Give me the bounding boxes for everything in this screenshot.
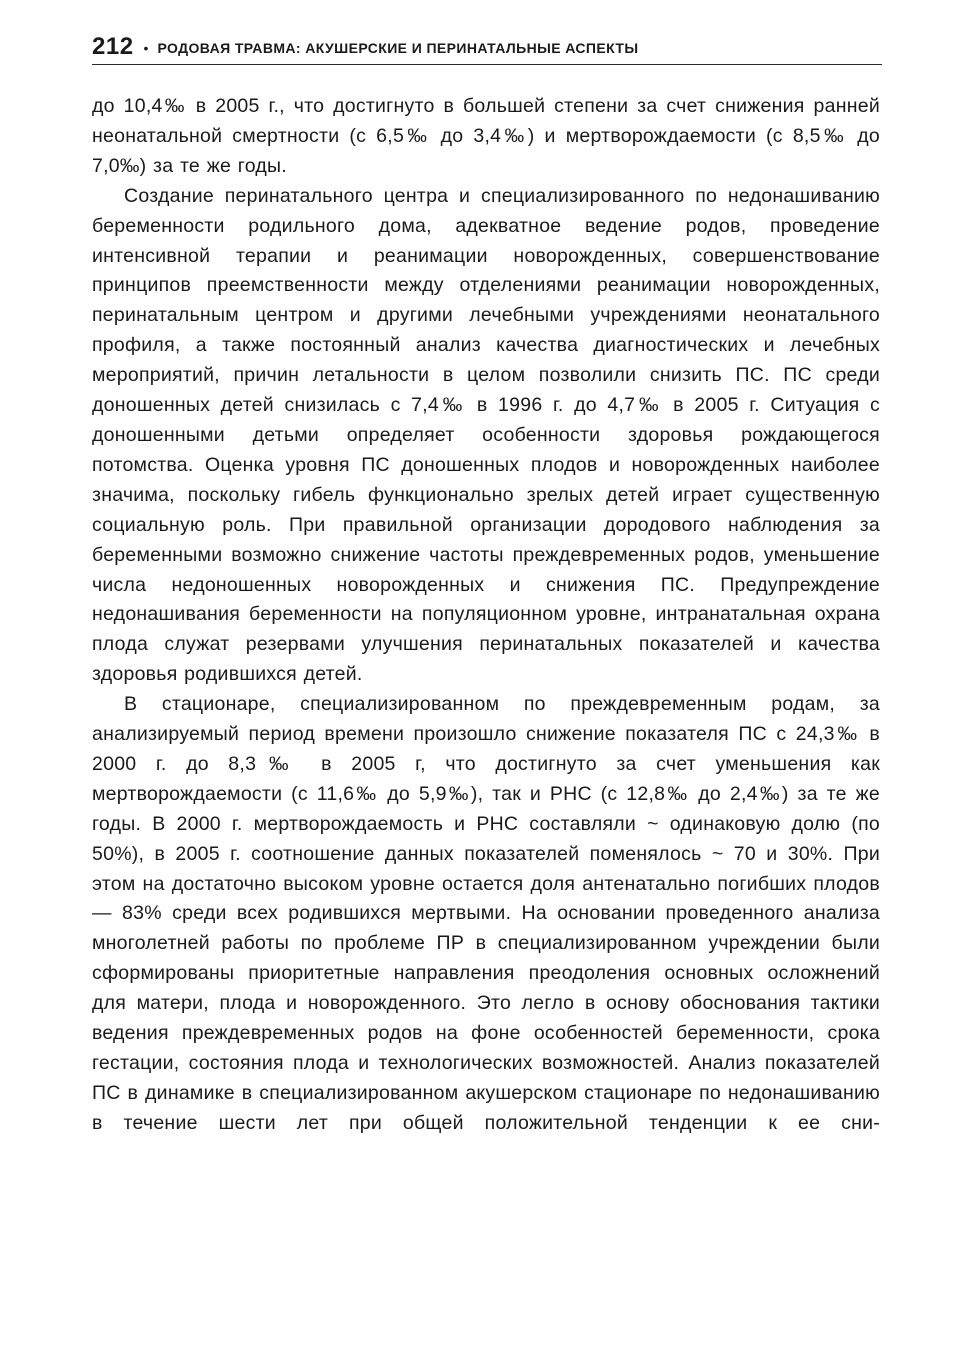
paragraph-specialized-hospital: В стационаре, специализированном по преждевременным родам, за анализируемый период времени произошло снижение показателя ПС с 24,3‰ в 2000 г. до 8,3‰ в 2005 г, что достигнуто за счет уменьшения как мертворождаемости (с 11,6‰ до 5,9‰), так и РНС (с 12,8‰ до 2,4‰) за те же годы. В 2000 г. мертворождаемость и РНС составляли ~ одинаковую долю (по 50%), в 2005 г. соотношение данных показателей поменялось ~ 70 и 30%. При этом на достаточно высоком уровне остается доля антенатально погибших плодов — 83% среди всех родившихся мертвыми. На основании проведенного анализа многолетней работы по проблеме ПР в специализированном учреждении были сформированы приоритетные направления преодоления основных осложнений для матери, плода и новорожденного. Это легло в основу обоснования тактики ведения преждевременных родов на фоне особенностей беременности, срока гестации, состояния плода и технологических возможностей. Анализ показателей ПС в динамике в специализированном акушерском стационаре по недонашиванию в течение шести лет при общей положительной тенденции к ее сни-	[92, 693, 880, 1134]
header-bullet: •	[143, 40, 149, 56]
body-text	[92, 92, 880, 1139]
page-number: 212	[92, 33, 134, 60]
running-title: РОДОВАЯ ТРАВМА: АКУШЕРСКИЕ И ПЕРИНАТАЛЬНЫЕ АСПЕКТЫ	[157, 40, 639, 56]
paragraph-perinatal-center: Создание перинатального центра и специализированного по недонашиванию беременности родильного дома, адекватное ведение родов, проведение интенсивной терапии и реанимации новорожденных, совершенствование принципов преемственности между отделениями реанимации новорожденных, перинатальным центром и другими лечебными учреждениями неонатального профиля, а также постоянный анализ качества диагностических и лечебных мероприятий, причин летальности в целом позволили снизить ПС. ПС среди доношенных детей снизилась с 7,4‰ в 1996 г. до 4,7‰ в 2005 г. Ситуация с доношенными детьми определяет особенности здоровья рождающегося потомства. Оценка уровня ПС доношенных плодов и новорожденных наиболее значима, поскольку гибель функционально зрелых детей играет существенную социальную роль. При правильной организации дородового наблюдения за беременными возможно снижение частоты преждевременных родов, уменьшение числа недоношенных новорожденных и снижения ПС. Предупреждение недонашивания беременности на популяционном уровне, интранатальная охрана плода служат резервами улучшения перинатальных показателей и качества здоровья родившихся детей.	[92, 184, 880, 686]
running-header	[92, 30, 882, 65]
paragraph-continuation: до 10,4‰ в 2005 г., что достигнуто в большей степени за счет снижения ранней неонатальной смертности (с 6,5‰ до 3,4‰) и мертворождаемости (с 8,5‰ до 7,0‰) за те же годы.	[92, 95, 880, 177]
